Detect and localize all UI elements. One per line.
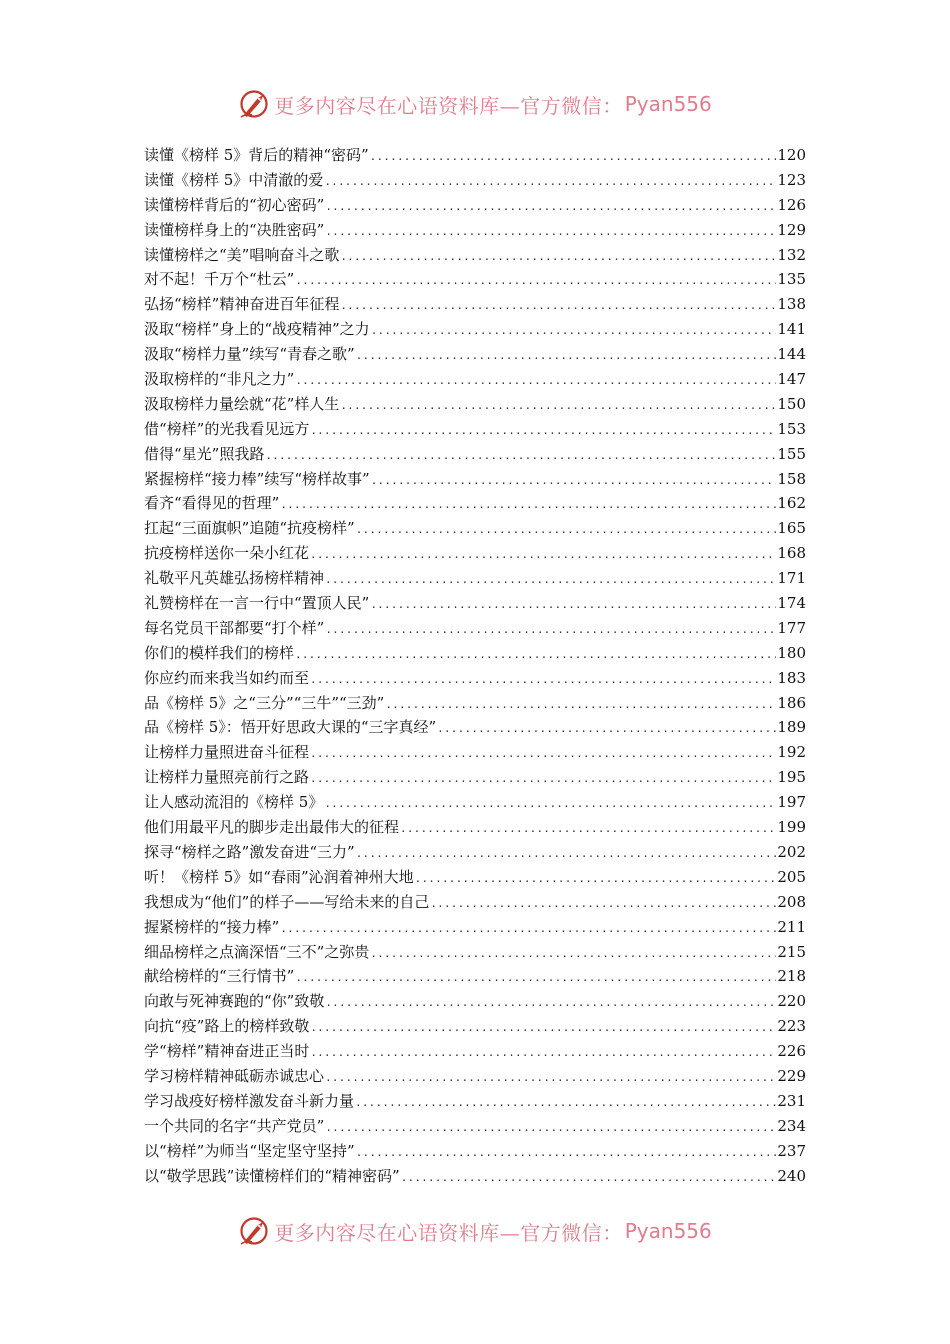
toc-entry-page-number: 240 [777,1166,806,1185]
toc-dot-leader [295,369,776,394]
toc-entry[interactable] [144,566,806,591]
banner-wechat-id: Pyan556 [624,92,712,116]
toc-dot-leader [310,419,776,444]
footer-banner [0,1211,950,1251]
toc-dot-leader [280,917,776,942]
toc-dot-leader [355,1091,776,1116]
toc-entry-page-number: 192 [777,743,806,762]
toc-entry-page-number: 138 [777,295,806,314]
toc-entry-title: 他们用最平凡的脚步走出最伟大的征程 [144,818,400,837]
toc-entry-title: 对不起！千万个“杜云” [144,270,295,289]
toc-entry-title: 以“敬学思践”读懂榜样们的“精神密码” [144,1166,400,1185]
toc-entry-title: 向敢与死神赛跑的“你”致敬 [144,992,325,1011]
toc-entry-title: 让榜样力量照亮前行之路 [144,768,310,787]
toc-entry-page-number: 126 [777,195,806,214]
toc-entry[interactable] [144,1139,806,1164]
toc-dot-leader [265,444,776,469]
toc-dot-leader [400,817,776,842]
toc-entry[interactable] [144,915,806,940]
banner-wechat-id: Pyan556 [624,1219,712,1243]
toc-dot-leader [325,1066,776,1091]
toc-entry-title: 读懂《榜样 5》中清澈的爱 [144,170,324,189]
toc-entry-title: 献给榜样的“三行情书” [144,967,295,986]
toc-entry-page-number: 129 [777,220,806,239]
toc-entry-title: 让人感动流泪的《榜样 5》 [144,793,324,812]
toc-entry[interactable] [144,1114,806,1139]
toc-entry-title: 紧握榜样“接力棒”续写“榜样故事” [144,469,370,488]
toc-entry-title: 学习榜样精神砥砺赤诚忠心 [144,1066,325,1085]
toc-entry[interactable] [144,715,806,740]
toc-dot-leader [401,1166,777,1191]
toc-dot-leader [370,942,776,967]
toc-dot-leader [371,319,777,344]
toc-entry-title: 以“榜样”为师当“坚定坚守坚持” [144,1141,355,1160]
toc-entry[interactable] [144,218,806,243]
toc-dot-leader [325,618,776,643]
toc-entry[interactable] [144,541,806,566]
toc-entry[interactable] [144,491,806,516]
toc-entry[interactable] [144,1039,806,1064]
pen-nib-logo-icon [238,88,270,120]
toc-entry-page-number: 141 [777,320,806,339]
toc-entry[interactable] [144,1164,806,1189]
toc-entry-title: 听！《榜样 5》如“春雨”沁润着神州大地 [144,867,414,886]
toc-entry-page-number: 237 [777,1141,806,1160]
toc-dot-leader [430,892,776,917]
toc-dot-leader [295,269,776,294]
toc-entry[interactable] [144,1014,806,1039]
toc-entry-page-number: 202 [777,842,806,861]
toc-entry[interactable] [144,865,806,890]
toc-entry[interactable] [144,168,806,193]
toc-dot-leader [295,966,776,991]
toc-entry[interactable] [144,591,806,616]
toc-entry[interactable] [144,940,806,965]
toc-entry-title: 学习战疫好榜样激发奋斗新力量 [144,1091,355,1110]
toc-dot-leader [325,568,776,593]
toc-dot-leader [325,220,776,245]
toc-entry-page-number: 223 [777,1017,806,1036]
toc-dot-leader [356,518,777,543]
toc-entry[interactable] [144,442,806,467]
toc-dot-leader [324,792,776,817]
toc-entry-page-number: 215 [777,942,806,961]
toc-dot-leader [325,1116,776,1141]
toc-entry[interactable] [144,292,806,317]
toc-entry-page-number: 226 [777,1042,806,1061]
toc-entry[interactable] [144,342,806,367]
toc-entry[interactable] [144,267,806,292]
toc-entry-page-number: 165 [777,519,806,538]
toc-entry-page-number: 211 [777,917,806,936]
toc-entry-title: 品《榜样 5》：悟开好思政大课的“三字真经” [144,718,437,737]
toc-dot-leader [310,767,776,792]
toc-entry-title: 向抗“疫”路上的榜样致敬 [144,1017,310,1036]
toc-entry[interactable] [144,143,806,168]
toc-entry-title: 品《榜样 5》之“三分”“三牛”“三劲” [144,693,385,712]
toc-entry-page-number: 135 [777,270,806,289]
toc-entry-title: 借得“星光”照我路 [144,444,265,463]
toc-entry-title: 礼敬平凡英雄弘扬榜样精神 [144,569,325,588]
toc-entry-page-number: 231 [777,1091,806,1110]
toc-entry[interactable] [144,392,806,417]
toc-dot-leader [371,469,777,494]
toc-dot-leader [370,593,776,618]
toc-entry[interactable] [144,193,806,218]
toc-dot-leader [310,742,776,767]
toc-entry[interactable] [144,989,806,1014]
toc-dot-leader [310,668,776,693]
toc-entry[interactable] [144,765,806,790]
toc-entry[interactable] [144,964,806,989]
toc-dot-leader [385,693,776,718]
toc-entry[interactable] [144,641,806,666]
toc-entry-title: 汲取“榜样力量”续写“青春之歌” [144,345,355,364]
toc-entry-title: 弘扬“榜样”精神奋进百年征程 [144,295,340,314]
toc-dot-leader [370,145,777,170]
toc-entry-page-number: 174 [777,594,806,613]
toc-entry-title: 汲取“榜样”身上的“战疫精神”之力 [144,320,370,339]
toc-entry-page-number: 199 [777,818,806,837]
toc-entry-page-number: 144 [777,345,806,364]
toc-entry-page-number: 229 [777,1066,806,1085]
toc-entry[interactable] [144,243,806,268]
toc-entry[interactable] [144,467,806,492]
toc-entry[interactable] [144,890,806,915]
toc-entry-page-number: 208 [777,892,806,911]
toc-dot-leader [310,1016,776,1041]
toc-dot-leader [340,294,776,319]
toc-entry[interactable] [144,317,806,342]
toc-dot-leader [325,991,776,1016]
toc-entry-page-number: 150 [777,394,806,413]
toc-entry-title: 借“榜样”的光我看见远方 [144,419,310,438]
toc-entry[interactable] [144,616,806,641]
toc-entry-title: 读懂榜样身上的“决胜密码” [144,220,325,239]
toc-entry-title: 抗疫榜样送你一朵小红花 [144,544,310,563]
toc-dot-leader [295,643,776,668]
banner-text: 更多内容尽在心语资料库—官方微信： [274,93,623,118]
toc-dot-leader [356,1141,777,1166]
toc-entry-page-number: 195 [777,768,806,787]
toc-entry-title: 我想成为“他们”的样子——写给未来的自己 [144,892,430,911]
toc-entry-title: 看齐“看得见的哲理” [144,494,280,513]
banner-text: 更多内容尽在心语资料库—官方微信： [274,1220,623,1245]
header-banner [0,84,950,124]
toc-dot-leader [325,195,776,220]
toc-entry-page-number: 177 [777,618,806,637]
toc-entry-title: 汲取榜样的“非凡之力” [144,370,295,389]
toc-entry-page-number: 180 [777,643,806,662]
toc-entry-page-number: 197 [777,793,806,812]
pen-nib-logo-icon [238,1215,270,1247]
toc-entry-page-number: 218 [777,967,806,986]
toc-entry-page-number: 158 [777,469,806,488]
toc-entry-title: 汲取榜样力量绘就“花”样人生 [144,394,340,413]
toc-entry-page-number: 132 [777,245,806,264]
toc-entry-title: 读懂榜样背后的“初心密码” [144,195,325,214]
toc-entry[interactable] [144,367,806,392]
toc-entry-page-number: 162 [777,494,806,513]
toc-entry-page-number: 171 [777,569,806,588]
toc-entry-page-number: 183 [777,668,806,687]
toc-entry-title: 读懂《榜样 5》背后的精神“密码” [144,146,369,164]
toc-entry-title: 扛起“三面旗帜”追随“抗疫榜样” [144,519,355,538]
toc-entry-page-number: 147 [777,370,806,389]
toc-dot-leader [340,245,776,270]
toc-entry[interactable] [144,840,806,865]
toc-entry-title: 礼赞榜样在一言一行中“置顶人民” [144,594,370,613]
toc-entry[interactable] [144,516,806,541]
toc-entry-page-number: 205 [777,867,806,886]
toc-entry-title: 细品榜样之点滴深悟“三不”之弥贵 [144,942,370,961]
toc-dot-leader [437,717,776,742]
toc-entry-title: 学“榜样”精神奋进正当时 [144,1042,310,1061]
toc-entry[interactable] [144,691,806,716]
toc-dot-leader [356,842,777,867]
toc-entry-title: 一个共同的名字“共产党员” [144,1116,325,1135]
toc-entry-page-number: 155 [777,444,806,463]
toc-dot-leader [280,493,776,518]
toc-dot-leader [310,1041,776,1066]
toc-entry[interactable] [144,1089,806,1114]
toc-entry-title: 读懂榜样之“美”唱响奋斗之歌 [144,245,340,264]
toc-entry-page-number: 120 [777,146,806,164]
toc-entry[interactable] [144,790,806,815]
toc-dot-leader [415,867,777,892]
toc-entry-page-number: 168 [777,544,806,563]
toc-entry-title: 你们的模样我们的榜样 [144,643,295,662]
toc-entry-page-number: 186 [777,693,806,712]
toc-entry[interactable] [144,417,806,442]
toc-entry-page-number: 234 [777,1116,806,1135]
toc-entry-title: 握紧榜样的“接力棒” [144,917,280,936]
toc-entry-page-number: 189 [777,718,806,737]
toc-entry-page-number: 123 [777,170,806,189]
toc-entry-page-number: 153 [777,419,806,438]
toc-entry-page-number: 220 [777,992,806,1011]
toc-entry-title: 探寻“榜样之路”激发奋进“三力” [144,842,355,861]
toc-entry[interactable] [144,1064,806,1089]
toc-entry-title: 你应约而来我当如约而至 [144,668,310,687]
toc-entry-title: 每名党员干部都要“打个样” [144,618,325,637]
table-of-contents [144,143,806,1188]
toc-dot-leader [310,543,776,568]
toc-dot-leader [324,170,776,195]
toc-entry[interactable] [144,666,806,691]
toc-entry[interactable] [144,815,806,840]
toc-dot-leader [340,394,776,419]
toc-dot-leader [356,344,777,369]
toc-entry-title: 让榜样力量照进奋斗征程 [144,743,310,762]
toc-entry[interactable] [144,740,806,765]
